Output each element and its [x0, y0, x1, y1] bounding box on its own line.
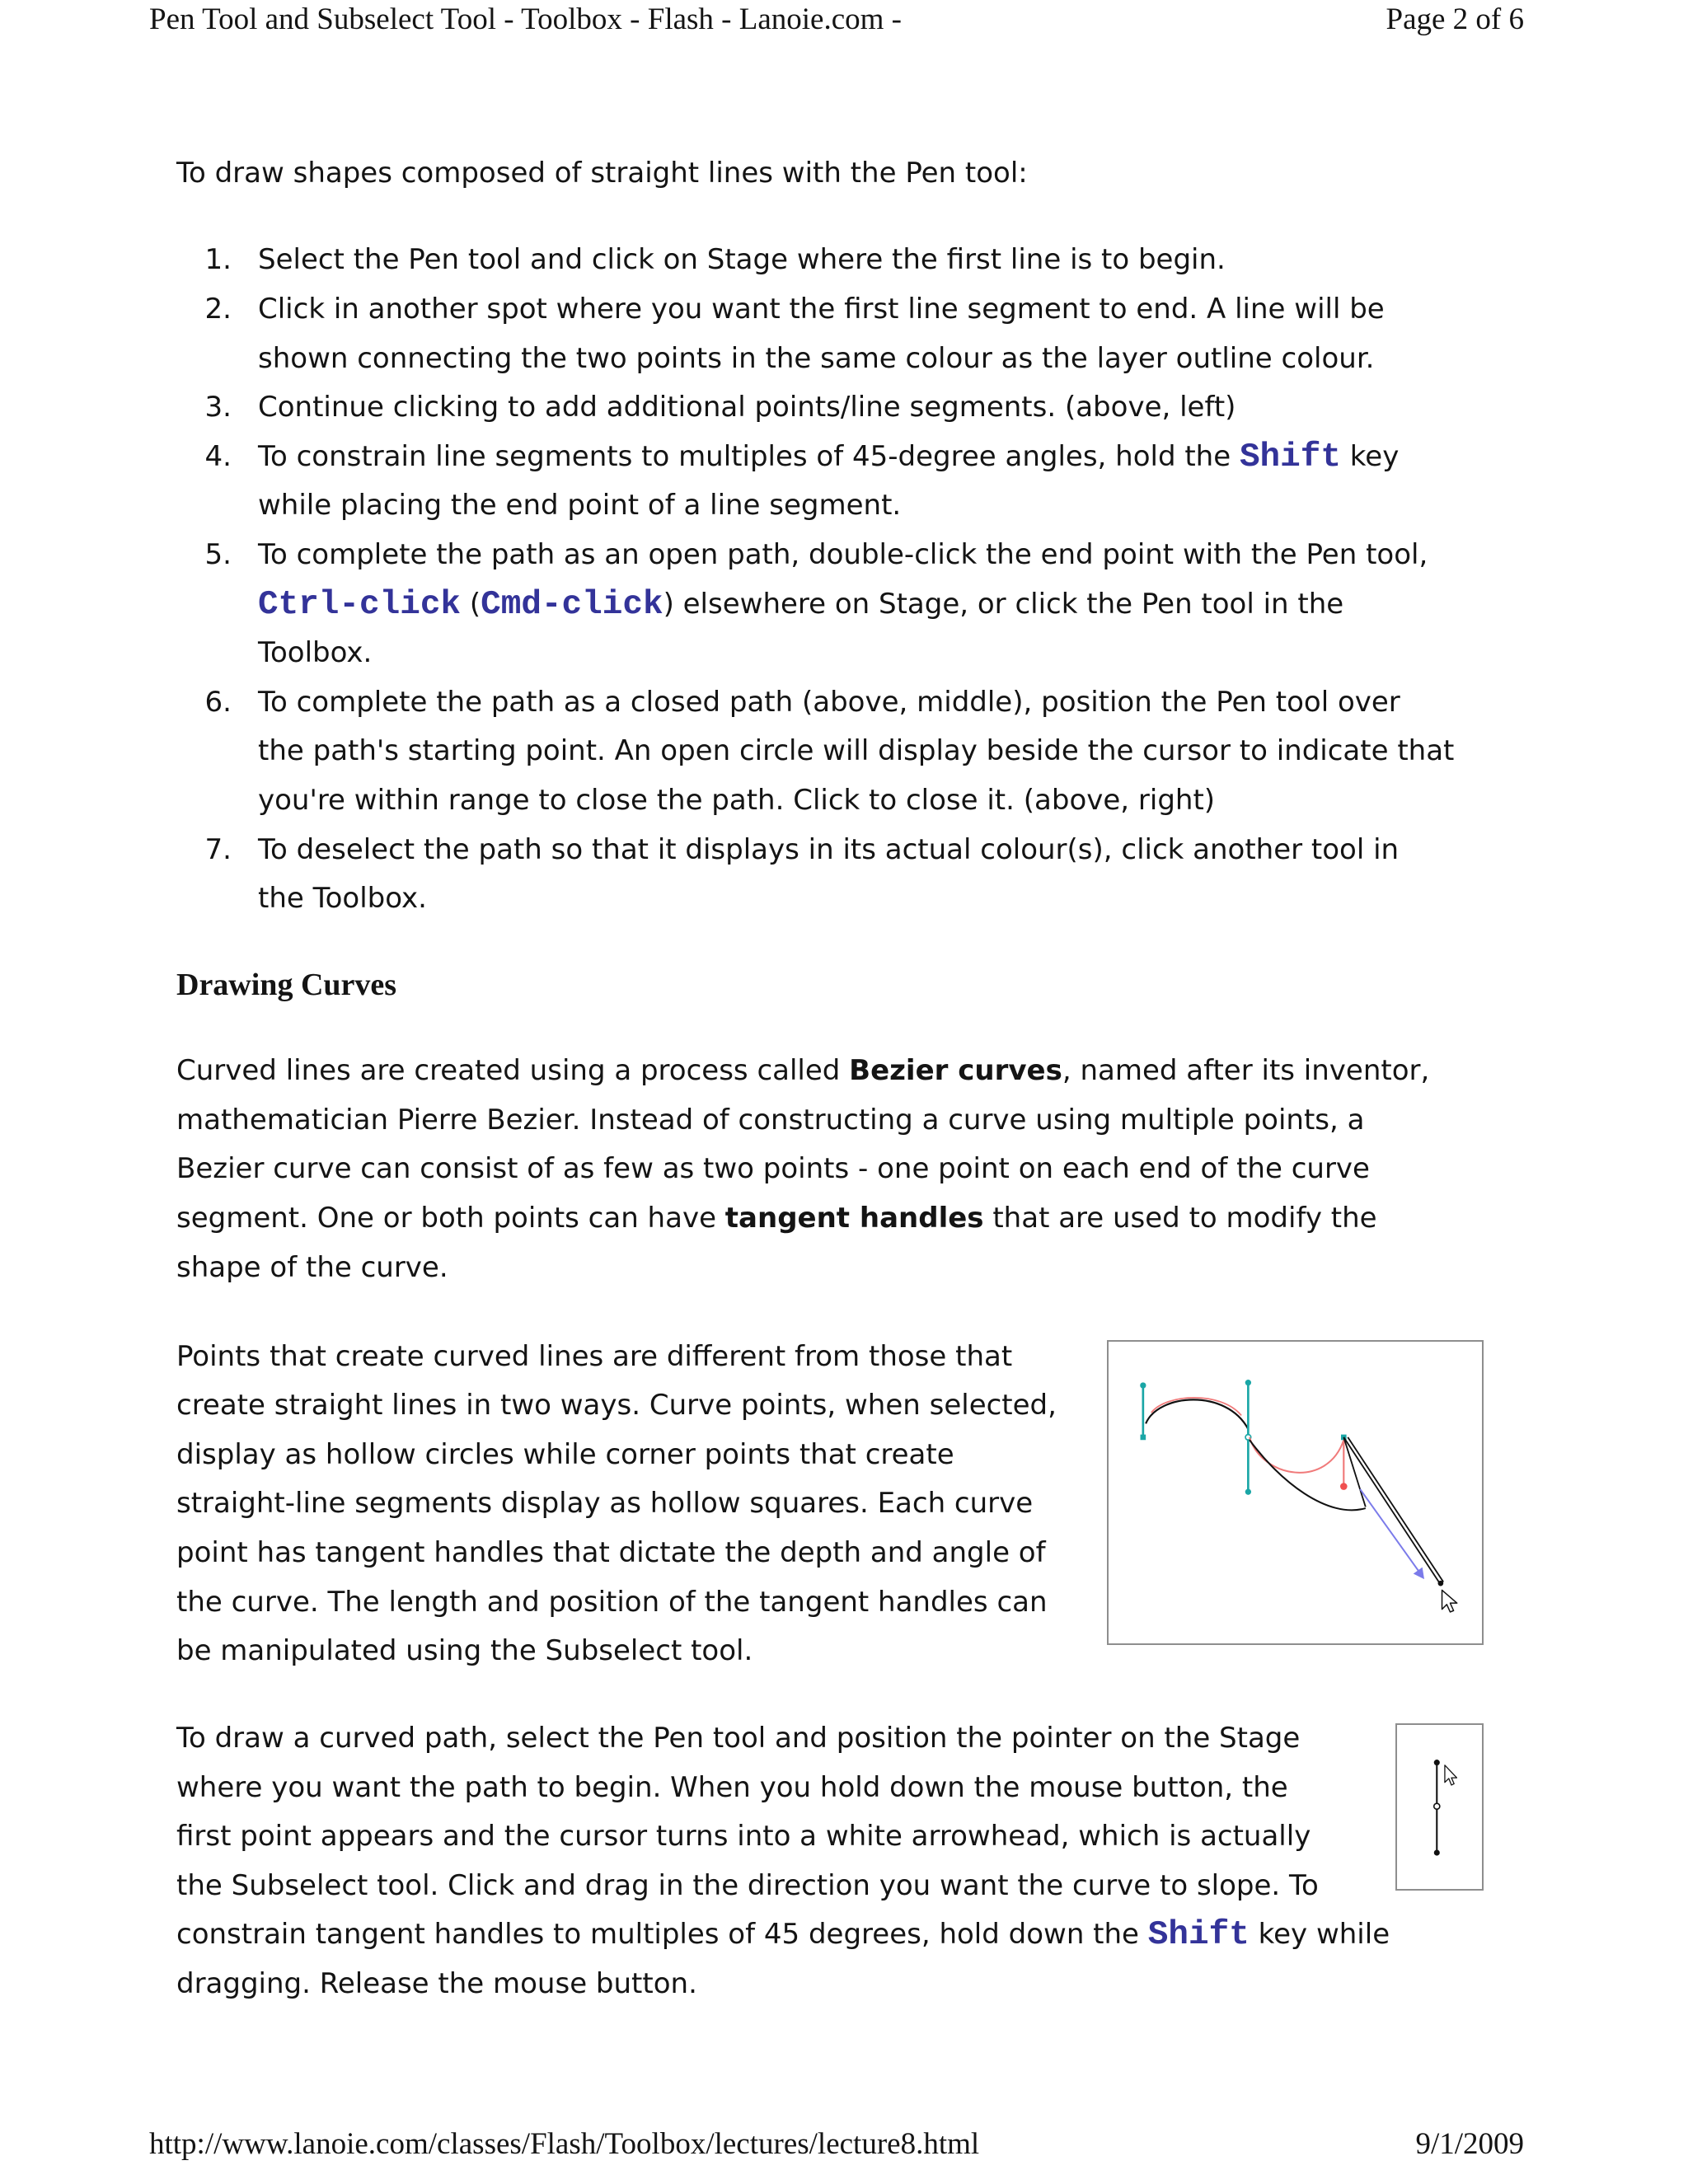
step-item-2 — [0, 285, 1454, 383]
step-line — [0, 236, 1454, 285]
step-item-3 — [0, 383, 1454, 433]
step-number: 5. — [204, 537, 232, 571]
paragraph-line: shape of the curve. — [176, 1250, 448, 1284]
step-text: Continue clicking to add additional points/line segments. (above, left) — [258, 391, 1236, 424]
end-point — [1438, 1581, 1444, 1586]
footer-date: 9/1/2009 — [1415, 2127, 1524, 2161]
step-line: the Toolbox. — [258, 882, 427, 916]
paragraph-line: the curve. The length and position of the tangent handles can — [176, 1585, 1048, 1619]
step-line — [0, 383, 1454, 433]
bezier-curve-illustration — [1109, 1342, 1482, 1643]
center-handle-bottom-point — [1245, 1489, 1251, 1495]
handle-top-point — [1434, 1760, 1440, 1765]
bold-term: Bezier curves — [849, 1054, 1062, 1088]
steps-list — [0, 236, 1454, 923]
step-number: 1. — [204, 243, 232, 277]
step-text: To constrain line segments to multiples of 45-degree angles, hold the — [258, 439, 1240, 473]
paragraph-text: Curved lines are created using a process called — [176, 1054, 850, 1088]
step-line: while placing the end point of a line segment. — [258, 489, 902, 523]
step-text: Click in another spot where you want the first line segment to end. A line will be — [258, 292, 1385, 326]
left-handle-end-point — [1140, 1382, 1146, 1388]
step-text: Select the Pen tool and click on Stage where the first line is to begin. — [258, 243, 1226, 277]
paragraph-line: create straight lines in two ways. Curve points, when selected, — [176, 1389, 1057, 1422]
paragraph-line: To draw a curved path, select the Pen tool and position the pointer on the Stage — [176, 1722, 1301, 1755]
step-line: Toolbox. — [258, 636, 373, 670]
step-line — [0, 580, 1454, 630]
step-line — [0, 433, 1454, 482]
cmd-click-key-label: Cmd-click — [481, 585, 663, 624]
paragraph-line: point has tangent handles that dictate the depth and angle of — [176, 1535, 1046, 1569]
paragraph-text: , named after its inventor, — [1062, 1054, 1430, 1088]
paragraph-line: mathematician Pierre Bezier. Instead of constructing a curve using multiple points, a — [176, 1103, 1365, 1137]
step-text: To complete the path as an open path, double-click the end point with the Pen tool, — [258, 537, 1428, 571]
straight-segment-line-a — [1343, 1437, 1441, 1585]
drag-arrowhead-icon — [1414, 1568, 1424, 1580]
paragraph-line: Bezier curve can consist of as few as two points - one point on each end of the curve — [176, 1152, 1370, 1186]
step-number: 2. — [204, 292, 232, 326]
paragraph-line — [176, 1194, 1429, 1244]
step-text: To deselect the path so that it displays in its actual colour(s), click another tool in — [258, 832, 1400, 866]
subselect-cursor-icon — [1442, 1590, 1457, 1611]
paragraph-line: Points that create curved lines are different from those that — [176, 1339, 1013, 1373]
step-line: you're within range to close the path. Click to close it. (above, right) — [258, 783, 1216, 817]
paragraph-line — [176, 1047, 1429, 1096]
handle-bottom-point — [1434, 1849, 1440, 1855]
paragraph-line: display as hollow circles while corner points that create — [176, 1437, 954, 1471]
step-line — [0, 531, 1454, 580]
step-item-5 — [0, 531, 1454, 678]
step-line — [0, 826, 1454, 875]
step-line: the path's starting point. An open circle will display beside the cursor to indicate that — [258, 734, 1455, 768]
subselect-cursor-icon — [1445, 1765, 1456, 1785]
tangent-handle-figure — [1395, 1723, 1484, 1891]
header-title: Pen Tool and Subselect Tool - Toolbox - Flash - Lanoie.com - — [149, 2, 903, 36]
paragraph-line: first point appears and the cursor turns into a white arrowhead, which is actually — [176, 1820, 1311, 1854]
shift-key-label: Shift — [1147, 1916, 1250, 1955]
tangent-handle-illustration — [1397, 1725, 1482, 1889]
step-line — [0, 285, 1454, 335]
step-item-4 — [0, 433, 1454, 531]
ctrl-click-key-label: Ctrl-click — [258, 585, 462, 624]
footer-url: http://www.lanoie.com/classes/Flash/Toolbox/lectures/lecture8.html — [149, 2127, 980, 2161]
header-page-number: Page 2 of 6 — [1386, 2, 1524, 36]
step-number: 4. — [204, 439, 232, 473]
paragraph-line: the Subselect tool. Click and drag in the direction you want the curve to slope. To — [176, 1868, 1319, 1902]
step-text: To complete the path as a closed path (above, middle), position the Pen tool over — [258, 685, 1400, 719]
step-item-1 — [0, 236, 1454, 285]
step-item-6 — [0, 678, 1454, 826]
center-handle-top-point — [1245, 1380, 1251, 1385]
intro-paragraph — [176, 149, 1028, 199]
paragraph-text: constrain tangent handles to multiples of 45 degrees, hold down the — [176, 1918, 1148, 1952]
left-anchor-point — [1141, 1435, 1146, 1441]
bezier-curve-figure — [1107, 1340, 1484, 1645]
intro-line: To draw shapes composed of straight lines with the Pen tool: — [176, 157, 1028, 190]
section-heading: Drawing Curves — [176, 968, 397, 1002]
paragraph-text: that are used to modify the — [983, 1202, 1377, 1235]
bezier-paragraph — [176, 1047, 1429, 1292]
paragraph-text: key while — [1249, 1918, 1390, 1952]
second-curve-preview — [1250, 1437, 1343, 1473]
paragraph-line — [176, 1910, 1390, 1960]
paragraph-line: be manipulated using the Subselect tool. — [176, 1634, 753, 1668]
step-text: ) elsewhere on Stage, or click the Pen tool in the — [663, 587, 1344, 621]
paragraph-line: straight-line segments display as hollow squares. Each curve — [176, 1487, 1034, 1521]
red-handle-end-point — [1340, 1483, 1348, 1490]
step-line — [0, 678, 1454, 728]
step-item-7 — [0, 826, 1454, 924]
paragraph-line: where you want the path to begin. When you hold down the mouse button, the — [176, 1770, 1288, 1804]
step-line: shown connecting the two points in the same colour as the layer outline colour. — [258, 341, 1375, 375]
paragraph-text: segment. One or both points can have — [176, 1202, 725, 1235]
step-text: ( — [461, 587, 481, 621]
curve-anchor-point — [1434, 1803, 1440, 1809]
step-number: 6. — [204, 685, 232, 719]
points-paragraph — [176, 1333, 1057, 1676]
curved-path-paragraph — [176, 1714, 1390, 2009]
bold-term: tangent handles — [724, 1202, 984, 1235]
step-number: 3. — [204, 391, 232, 424]
step-number: 7. — [204, 832, 232, 866]
step-text: key — [1340, 439, 1400, 473]
paragraph-line: dragging. Release the mouse button. — [176, 1967, 697, 2001]
shift-key-label: Shift — [1239, 438, 1341, 476]
